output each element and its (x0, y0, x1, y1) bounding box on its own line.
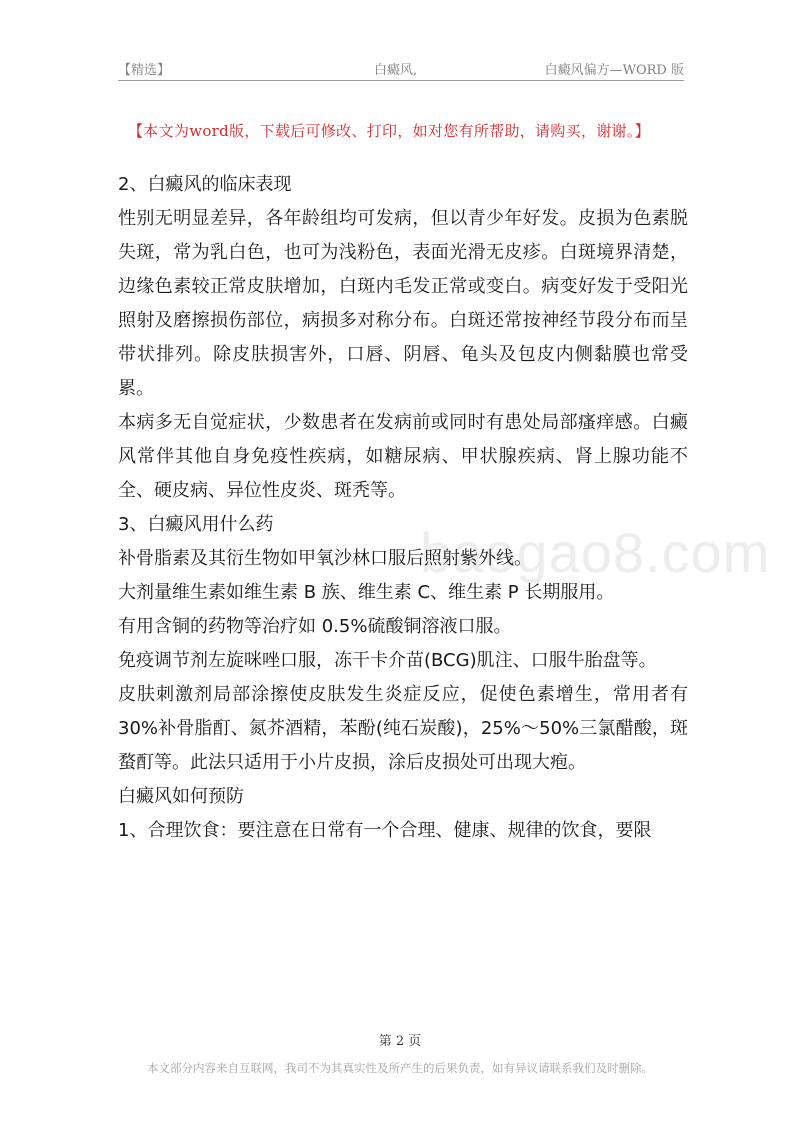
page-header (118, 56, 684, 81)
footer-disclaimer: 本文部分内容来自互联网，我司不为其真实性及所产生的后果负责，如有异议请联系我们及时删除。 (147, 1061, 653, 1075)
header-left-label: 【精选】 (118, 63, 171, 78)
prevention-item-1: 1、合理饮食：要注意在日常有一个合理、健康、规律的饮食，要限 (118, 820, 652, 841)
section-heading-clinical: 2、白癜风的临床表现 (118, 174, 292, 195)
medicine-item-3: 有用含铜的药物等治疗如 0.5%硫酸铜溶液口服。 (118, 616, 512, 637)
paragraph-clinical-1: 性别无明显差异，各年龄组均可发病，但以青少年好发。皮损为色素脱失斑，常为乳白色，也可为浅粉色，表面光滑无皮疹。白斑境界清楚，边缘色素较正常皮肤增加，白斑内毛发正常或变白。病变好发于受阳光照射及磨擦损伤部位，病损多对称分布。白斑还常按神经节段分布而呈带状排列。除皮肤损害外，口唇、阴唇、龟头及包皮内侧黏膜也常受累。 (118, 208, 688, 399)
page-number: 第 2 页 (378, 1034, 422, 1049)
section-heading-medicine: 3、白癜风用什么药 (118, 514, 274, 535)
medicine-item-4: 免疫调节剂左旋咪唑口服，冻干卡介苗(BCG)肌注、口服牛胎盘等。 (118, 650, 657, 671)
paragraph-clinical-2: 本病多无自觉症状，少数患者在发病前或同时有患处局部瘙痒感。白癜风常伴其他自身免疫性疾病，如糖尿病、甲状腺疾病、肾上腺功能不全、硬皮病、异位性皮炎、斑秃等。 (118, 412, 688, 501)
document-body (118, 168, 688, 848)
download-notice: 【本文为word版，下载后可修改、打印，如对您有所帮助，请购买，谢谢。】 (128, 122, 650, 140)
section-heading-prevention: 白癜风如何预防 (118, 786, 244, 807)
watermark-text: baogao8.com (420, 521, 771, 584)
medicine-item-5: 皮肤刺激剂局部涂擦使皮肤发生炎症反应，促使色素增生，常用者有30%补骨脂酊、氮芥酒精，苯酚(纯石炭酸)，25%～50%三氯醋酸，斑蝥酊等。此法只适用于小片皮损，涂后皮损处可出现大疱。 (118, 684, 688, 773)
header-right-label: 白癜风偏方—WORD 版 (544, 63, 684, 78)
medicine-item-2: 大剂量维生素如维生素 B 族、维生素 C、维生素 P 长期服用。 (118, 582, 615, 603)
medicine-item-1: 补骨脂素及其衍生物如甲氧沙林口服后照射紫外线。 (118, 548, 532, 569)
header-center-label: 白癜风, (374, 63, 418, 78)
